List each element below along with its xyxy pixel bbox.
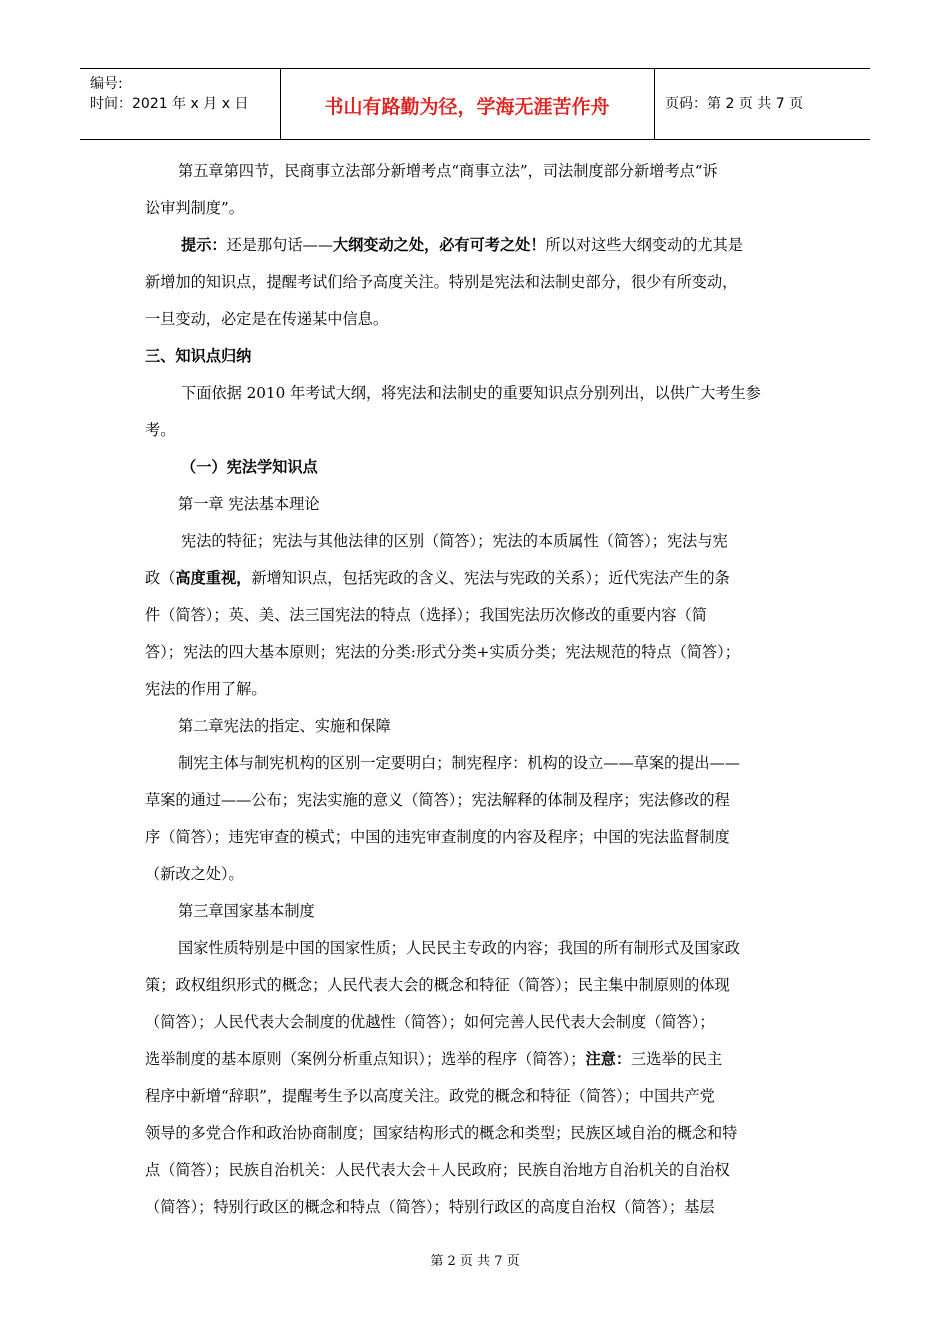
time-label: 时间：2021 年 x 月 x 日 [90,96,249,112]
text-span: 政（ [145,569,176,587]
tip-label: 提示： [181,236,227,254]
paragraph-line: 讼审判制度”。 [145,199,244,217]
paragraph-line: （简答）；特别行政区的概念和特点（简答）；特别行政区的高度自治权（简答）；基层 [145,1198,715,1216]
paragraph-line: 考。 [145,421,176,439]
text-span: 还是那句话—— [226,236,333,254]
paragraph-line [145,560,813,597]
paragraph-line: 下面依据 2010 年考试大纲，将宪法和法制史的重要知识点分别列出，以供广大考生参 [181,384,761,402]
text-span: 三选举的民主 [631,1050,723,1068]
bold-emphasis: 注意： [585,1050,631,1068]
bold-emphasis: 大纲变动之处，必有可考之处！ [332,236,546,254]
paragraph-line: 点（简答）；民族自治机关：人民代表大会＋人民政府；民族自治地方自治机关的自治权 [145,1161,730,1179]
paragraph-line: 国家性质特别是中国的国家性质；人民民主专政的内容；我国的所有制形式及国家政 [178,939,740,957]
paragraph-line: 宪法的作用了解。 [145,680,267,698]
text-span: 新增知识点，包括宪政的含义、宪法与宪政的关系）；近代宪法产生的条 [251,569,730,587]
text-span: 所以对这些大纲变动的尤其是 [545,236,743,254]
paragraph-line: 新增加的知识点，提醒考试们给予高度关注。特别是宪法和法制史部分，很少有所变动， [145,273,738,291]
chapter-title: 第二章宪法的指定、实施和保障 [178,717,391,735]
paragraph-line: 一旦变动，必定是在传递某中信息。 [145,310,388,328]
motto: 书山有路勤为径，学海无涯苦作舟 [324,96,610,118]
paragraph-line: 程序中新增“辞职”，提醒考生予以高度关注。政党的概念和特征（简答）；中国共产党 [145,1087,715,1105]
document-body [145,153,813,1226]
paragraph-line: 第五章第四节，民商事立法部分新增考点“商事立法”，司法制度部分新增考点“诉 [178,162,718,180]
page-header [80,68,870,140]
paragraph-line [145,227,813,264]
bold-emphasis: 高度重视， [175,569,252,587]
number-label: 编号: [90,76,123,92]
paragraph-line: （简答）；人民代表大会制度的优越性（简答）；如何完善人民代表大会制度（简答）； [145,1013,715,1031]
subsection-heading: （一）宪法学知识点 [181,458,318,476]
paragraph-line: 宪法的特征；宪法与其他法律的区别（简答）；宪法的本质属性（简答）；宪法与宪 [181,532,728,550]
page-footer: 第 2 页 共 7 页 [430,1254,520,1269]
paragraph-line: 领导的多党合作和政治协商制度；国家结构形式的概念和类型；民族区域自治的概念和特 [145,1124,738,1142]
paragraph-line: 策；政权组织形式的概念；人民代表大会的概念和特征（简答）；民主集中制原则的体现 [145,976,730,994]
paragraph-line: 草案的通过——公布；宪法实施的意义（简答）；宪法解释的体制及程序；宪法修改的程 [145,791,730,809]
chapter-title: 第一章 宪法基本理论 [178,495,320,513]
paragraph-line: 序（简答）；违宪审查的模式；中国的违宪审查制度的内容及程序；中国的宪法监督制度 [145,828,730,846]
paragraph-line [145,1041,813,1078]
chapter-title: 第三章国家基本制度 [178,902,315,920]
text-span: 选举制度的基本原则（案例分析重点知识）；选举的程序（简答）； [145,1050,586,1068]
paragraph-line: （新改之处）。 [145,865,244,883]
header-left-cell [80,69,281,139]
page-info: 页码：第 2 页 共 7 页 [665,96,804,112]
section-heading: 三、知识点归纳 [145,347,252,365]
header-right-cell [655,69,870,139]
paragraph-line: 答）；宪法的四大基本原则；宪法的分类:形式分类+实质分类；宪法规范的特点（简答）； [145,643,740,661]
header-middle-cell [280,69,655,139]
paragraph-line: 件（简答）；英、美、法三国宪法的特点（选择）；我国宪法历次修改的重要内容（简 [145,606,707,624]
paragraph-line: 制宪主体与制宪机构的区别一定要明白；制宪程序：机构的设立——草案的提出—— [178,754,740,772]
